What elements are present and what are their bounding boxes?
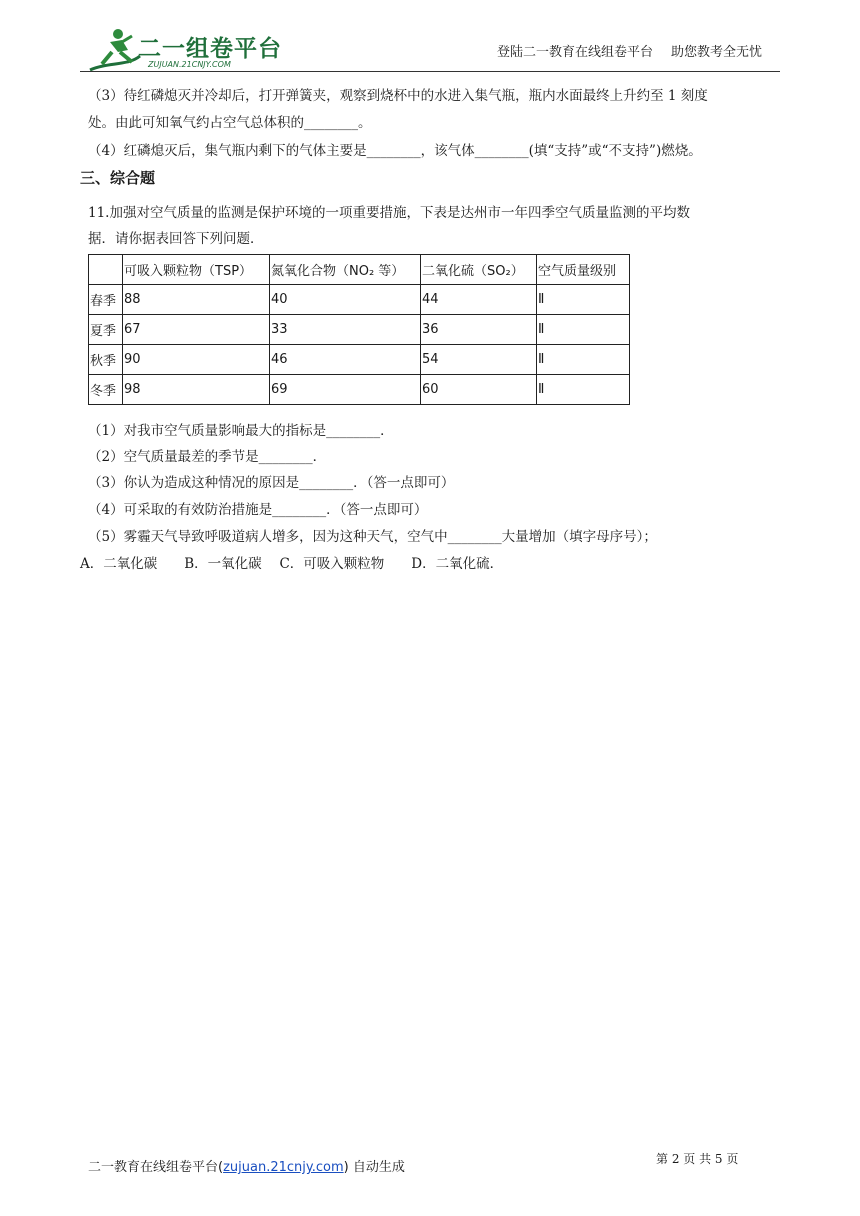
table-cell: 46 [270,345,421,375]
air-quality-table [88,254,630,405]
subquestion-5: （5）雾霾天气导致呼吸道病人增多，因为这种天气，空气中________大量增加（填字母序号）； [88,529,657,545]
q11-intro-line-2: 据．请你据表回答下列问题． [88,231,264,247]
logo-subtext: ZUJUAN.21CNJY.COM [148,60,231,69]
footer-link[interactable]: zujuan.21cnjy.com [223,1160,344,1175]
table-header-cell: 空气质量级别 [537,255,630,285]
logo-text: 二一组卷平台 [138,36,282,62]
subquestion-3: （3）你认为造成这种情况的原因是________．（答一点即可） [88,475,455,491]
table-cell: 40 [270,285,421,315]
table-cell: 60 [421,375,537,405]
season-cell: 春季 [89,285,123,315]
subquestion-1: （1）对我市空气质量影响最大的指标是________． [88,423,394,439]
section-title: 三、综合题 [80,169,156,187]
table-row [89,285,630,315]
table-cell: 67 [123,315,270,345]
table-cell: 36 [421,315,537,345]
subquestion-2: （2）空气质量最差的季节是________． [88,449,327,465]
season-cell: 秋季 [89,345,123,375]
table-row [89,315,630,345]
table-cell: Ⅱ [537,375,630,405]
table-cell: 69 [270,375,421,405]
login-link[interactable]: 登陆二一教育在线组卷平台 [496,45,653,60]
prev-question-line-3: （4）红磷熄灭后，集气瓶内剩下的气体主要是________，该气体________(填“支持”或“不支持”)燃烧。 [88,143,702,159]
table-cell: Ⅱ [537,285,630,315]
header-links [497,41,762,60]
table-header-cell: 氮氧化合物（NO₂ 等） [270,255,421,285]
season-cell: 夏季 [89,315,123,345]
prev-question-line-1: （3）待红磷熄灭并冷却后，打开弹簧夹，观察到烧杯中的水进入集气瓶，瓶内水面最终上升约至 1 刻度 [88,88,708,104]
answer-options: A．二氧化碳 B．一氧化碳 C．可吸入颗粒物 D．二氧化硫． [80,556,504,572]
table-cell: 98 [123,375,270,405]
table-cell: Ⅱ [537,315,630,345]
page-number: 第 2 页 共 5 页 [656,1152,739,1166]
table-cell: Ⅱ [537,345,630,375]
subquestion-4: （4）可采取的有效防治措施是________．（答一点即可） [88,502,428,518]
header-divider [80,71,780,72]
q11-intro-line-1: 11.加强对空气质量的监测是保护环境的一项重要措施，下表是达州市一年四季空气质量监测的平均数 [88,205,690,221]
table-cell: 33 [270,315,421,345]
table-cell: 44 [421,285,537,315]
slogan-text: 助您教考全无忧 [670,45,762,60]
footer-prefix: 二一教育在线组卷平台( [88,1160,224,1175]
table-header-row [89,255,630,285]
table-cell: 90 [123,345,270,375]
prev-question-line-2: 处。由此可知氧气约占空气总体积的________。 [88,115,372,131]
table-row [89,345,630,375]
season-cell: 冬季 [89,375,123,405]
table-cell: 54 [421,345,537,375]
footer-source [88,1156,405,1175]
table-row [89,375,630,405]
table-header-cell [89,255,123,285]
footer-suffix: ) 自动生成 [343,1160,405,1175]
table-header-cell: 可吸入颗粒物（TSP） [123,255,270,285]
table-header-cell: 二氧化硫（SO₂） [421,255,537,285]
table-cell: 88 [123,285,270,315]
